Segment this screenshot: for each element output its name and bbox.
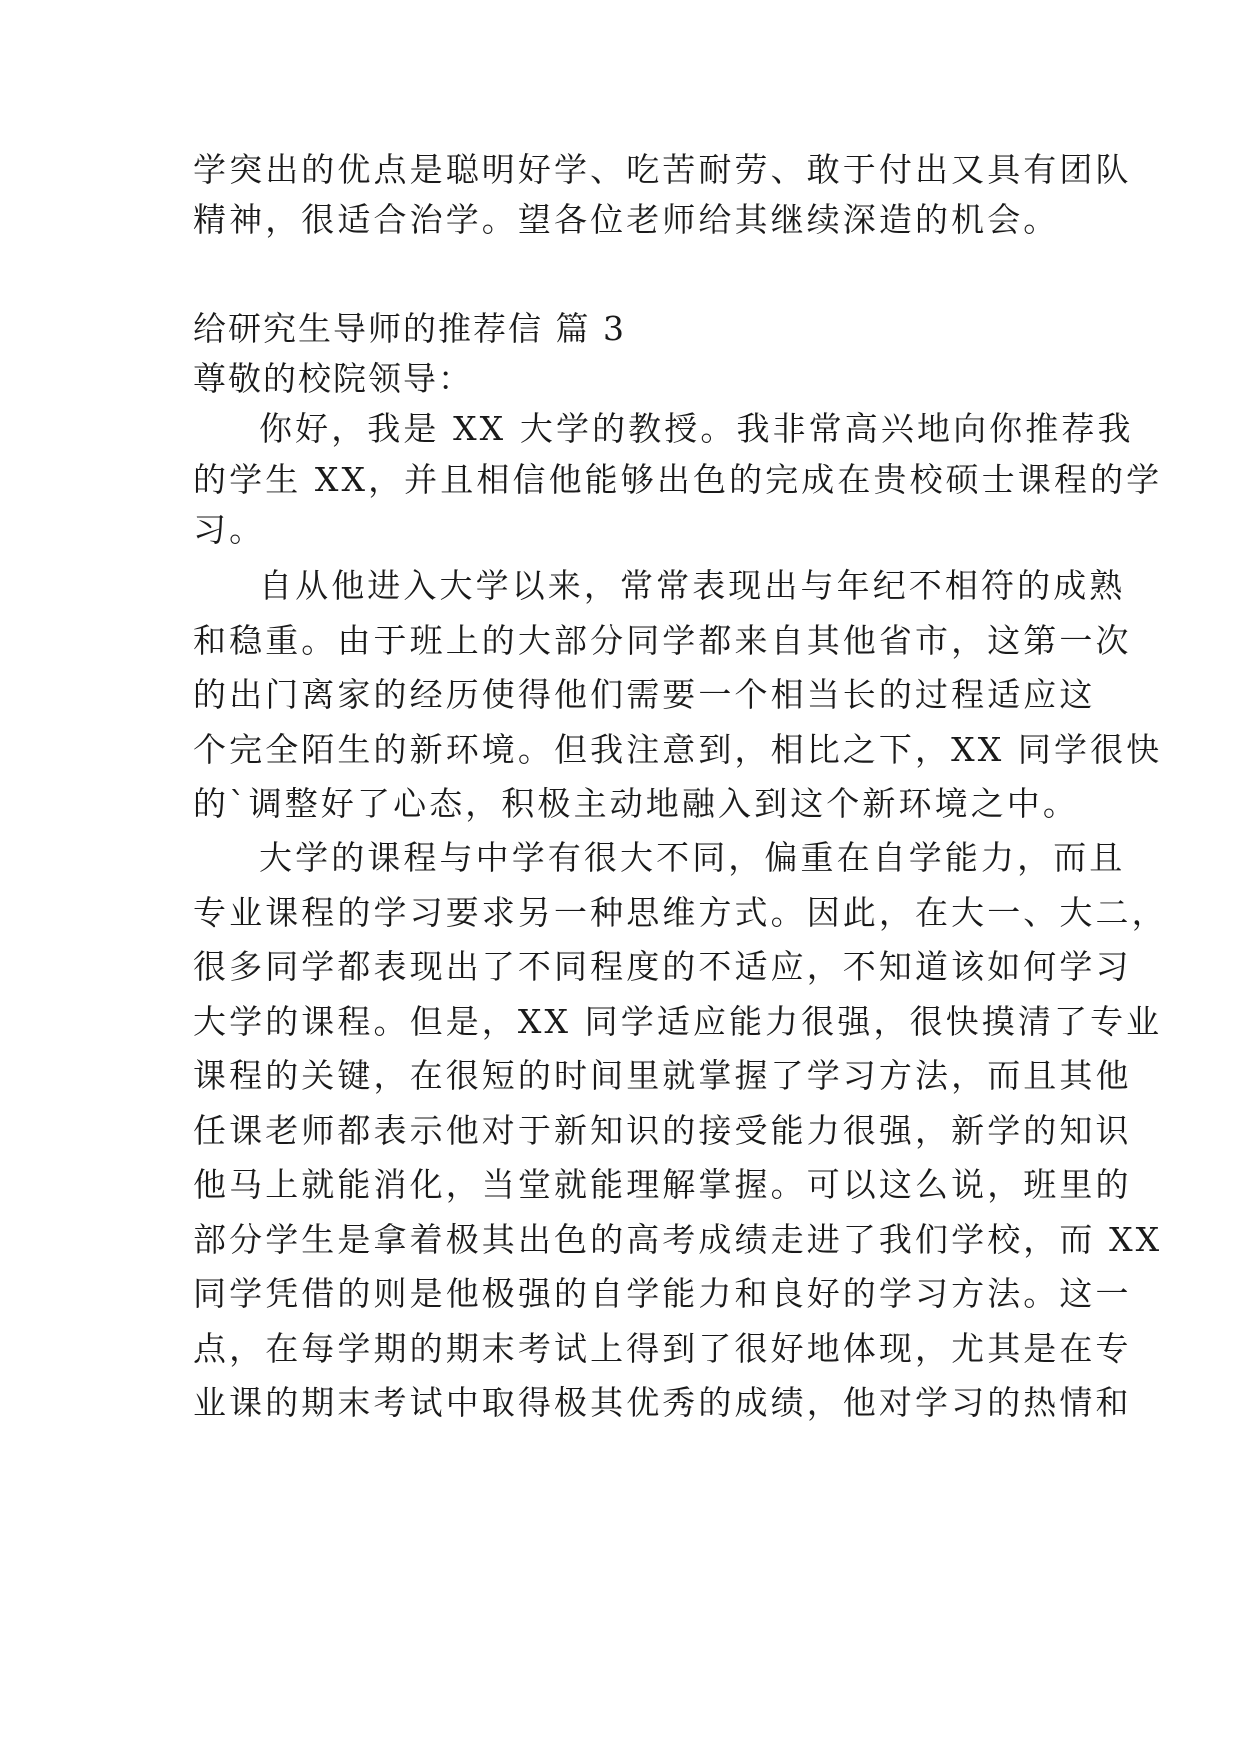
text-line: 大学的课程与中学有很大不同，偏重在自学能力，而且 <box>259 838 1126 877</box>
text-line: 习。 <box>193 510 266 549</box>
text-line: 部分学生是拿着极其出色的高考成绩走进了我们学校，而 XX <box>193 1220 1163 1259</box>
text-line: 专业课程的学习要求另一种思维方式。因此，在大一、大二， <box>193 893 1168 932</box>
text-line: 和稳重。由于班上的大部分同学都来自其他省市，这第一次 <box>193 621 1132 660</box>
salutation: 尊敬的校院领导： <box>193 359 473 398</box>
text-line: 同学凭借的则是他极强的自学能力和良好的学习方法。这一 <box>193 1274 1132 1313</box>
text-line: 课程的关键，在很短的时间里就掌握了学习方法，而且其他 <box>193 1056 1132 1095</box>
text-line: 业课的期末考试中取得极其优秀的成绩，他对学习的热情和 <box>193 1383 1132 1422</box>
text-line: 你好，我是 XX 大学的教授。我非常高兴地向你推荐我 <box>259 409 1134 448</box>
section-title: 给研究生导师的推荐信 篇 3 <box>193 309 626 348</box>
text-line: 点，在每学期的期末考试上得到了很好地体现，尤其是在专 <box>193 1329 1132 1368</box>
text-line: 学突出的优点是聪明好学、吃苦耐劳、敢于付出又具有团队 <box>193 150 1132 189</box>
text-line: 大学的课程。但是，XX 同学适应能力很强，很快摸清了专业 <box>193 1002 1163 1041</box>
text-line: 自从他进入大学以来，常常表现出与年纪不相符的成熟 <box>259 566 1126 605</box>
text-line: 精神，很适合治学。望各位老师给其继续深造的机会。 <box>193 200 1060 239</box>
text-line: 的`调整好了心态，积极主动地融入到这个新环境之中。 <box>193 784 1079 823</box>
text-line: 很多同学都表现出了不同程度的不适应，不知道该如何学习 <box>193 947 1132 986</box>
text-line: 的学生 XX，并且相信他能够出色的完成在贵校硕士课程的学 <box>193 460 1163 499</box>
text-line: 个完全陌生的新环境。但我注意到，相比之下，XX 同学很快 <box>193 730 1163 769</box>
text-line: 他马上就能消化，当堂就能理解掌握。可以这么说，班里的 <box>193 1165 1132 1204</box>
text-line: 任课老师都表示他对于新知识的接受能力很强，新学的知识 <box>193 1111 1132 1150</box>
text-line: 的出门离家的经历使得他们需要一个相当长的过程适应这 <box>193 675 1096 714</box>
